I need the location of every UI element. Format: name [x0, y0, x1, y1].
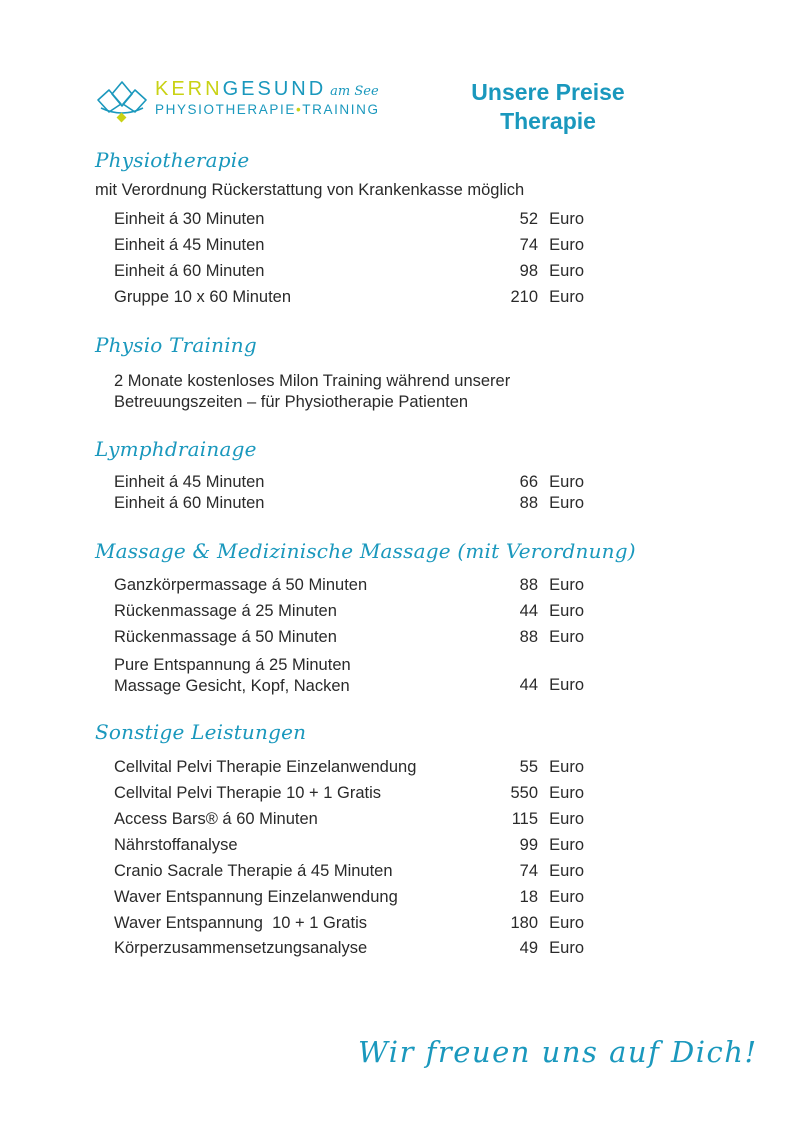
brand-suffix: am See [330, 84, 379, 99]
item-price: 550 [510, 784, 538, 802]
item-price: 74 [519, 862, 538, 880]
price-row [114, 576, 584, 598]
item-label: Cranio Sacrale Therapie á 45 Minuten [114, 862, 393, 880]
item-label: Einheit á 45 Minuten [114, 236, 265, 254]
price-row [114, 836, 584, 858]
item-label: Einheit á 60 Minuten [114, 494, 265, 512]
price-row [114, 758, 584, 780]
title-line1: Unsere Preise [471, 79, 625, 105]
item-currency: Euro [549, 784, 584, 802]
item-label: Einheit á 60 Minuten [114, 262, 265, 280]
item-price: 44 [519, 676, 538, 694]
item-price: 44 [519, 602, 538, 620]
page-title [440, 78, 656, 136]
item-currency: Euro [549, 473, 584, 491]
item-price: 88 [519, 628, 538, 646]
title-line2: Therapie [500, 108, 596, 134]
item-label: Nährstoffanalyse [114, 836, 238, 854]
closing-greeting: Wir freuen uns auf Dich! [358, 1035, 758, 1069]
item-currency: Euro [549, 862, 584, 880]
item-currency: Euro [549, 836, 584, 854]
price-row [114, 939, 584, 961]
item-currency: Euro [549, 628, 584, 646]
price-row [114, 602, 584, 624]
item-currency: Euro [549, 810, 584, 828]
price-row [114, 784, 584, 806]
item-currency: Euro [549, 210, 584, 228]
item-currency: Euro [549, 262, 584, 280]
item-currency: Euro [549, 288, 584, 306]
brand-name [155, 78, 379, 101]
item-label: Einheit á 45 Minuten [114, 473, 265, 491]
heading-massage: Massage & Medizinische Massage (mit Verordnung) [95, 539, 636, 563]
item-currency: Euro [549, 888, 584, 906]
physio-training-line1: 2 Monate kostenloses Milon Training während unserer [114, 372, 511, 390]
item-price: 55 [519, 758, 538, 776]
item-price: 88 [519, 576, 538, 594]
item-price: 210 [510, 288, 538, 306]
item-price: 18 [519, 888, 538, 906]
physio-training-line2: Betreuungszeiten – für Physiotherapie Patienten [114, 393, 469, 411]
item-label-line2: Massage Gesicht, Kopf, Nacken [114, 677, 350, 695]
tagline-right: TRAINING [302, 102, 380, 117]
item-label: Rückenmassage á 25 Minuten [114, 602, 337, 620]
item-price: 88 [519, 494, 538, 512]
item-currency: Euro [549, 602, 584, 620]
price-row [114, 628, 584, 650]
item-price: 180 [510, 914, 538, 932]
item-label: Gruppe 10 x 60 Minuten [114, 288, 292, 306]
brand-tagline [155, 102, 380, 117]
item-label: Access Bars® á 60 Minuten [114, 810, 318, 828]
heading-lymphdrainage: Lymphdrainage [95, 437, 257, 461]
heading-sonstige-leistungen: Sonstige Leistungen [95, 720, 307, 744]
item-currency: Euro [549, 758, 584, 776]
item-label-line1: Pure Entspannung á 25 Minuten [114, 656, 351, 674]
price-row [114, 210, 584, 232]
price-row [114, 810, 584, 832]
price-row [114, 473, 584, 495]
item-currency: Euro [549, 576, 584, 594]
price-row [114, 236, 584, 258]
item-label: Cellvital Pelvi Therapie 10 + 1 Gratis [114, 784, 382, 802]
item-label: Waver Entspannung 10 + 1 Gratis [114, 914, 367, 932]
price-row [114, 655, 584, 697]
item-label [114, 655, 351, 697]
price-row [114, 288, 584, 310]
price-row [114, 888, 584, 910]
brand-part2: GESUND [222, 78, 327, 100]
item-currency: Euro [549, 236, 584, 254]
item-price: 74 [519, 236, 538, 254]
item-price: 98 [519, 262, 538, 280]
item-currency: Euro [549, 676, 584, 694]
price-row [114, 862, 584, 884]
item-label: Rückenmassage á 50 Minuten [114, 628, 337, 646]
price-row [114, 262, 584, 284]
tagline-left: PHYSIOTHERAPIE [155, 102, 296, 117]
item-currency: Euro [549, 914, 584, 932]
price-row [114, 914, 584, 936]
item-price: 99 [519, 836, 538, 854]
item-label: Cellvital Pelvi Therapie Einzelanwendung [114, 758, 417, 776]
physio-training-text [114, 371, 510, 413]
item-label: Einheit á 30 Minuten [114, 210, 265, 228]
item-currency: Euro [549, 494, 584, 512]
brand-part1: KERN [155, 78, 223, 100]
tagline-separator: • [295, 102, 303, 117]
item-price: 66 [519, 473, 538, 491]
item-label: Körperzusammensetzungsanalyse [114, 939, 368, 957]
item-price: 49 [519, 939, 538, 957]
heading-physiotherapie: Physiotherapie [95, 148, 250, 172]
physiotherapie-note: mit Verordnung Rückerstattung von Krankenkasse möglich [95, 181, 525, 199]
item-label: Waver Entspannung Einzelanwendung [114, 888, 398, 906]
item-label: Ganzkörpermassage á 50 Minuten [114, 576, 368, 594]
price-row [114, 494, 584, 516]
heading-physio-training: Physio Training [95, 333, 257, 357]
lotus-logo-icon [95, 78, 149, 124]
item-price: 115 [511, 810, 538, 828]
item-price: 52 [519, 210, 538, 228]
item-currency: Euro [549, 939, 584, 957]
logo [95, 78, 405, 124]
